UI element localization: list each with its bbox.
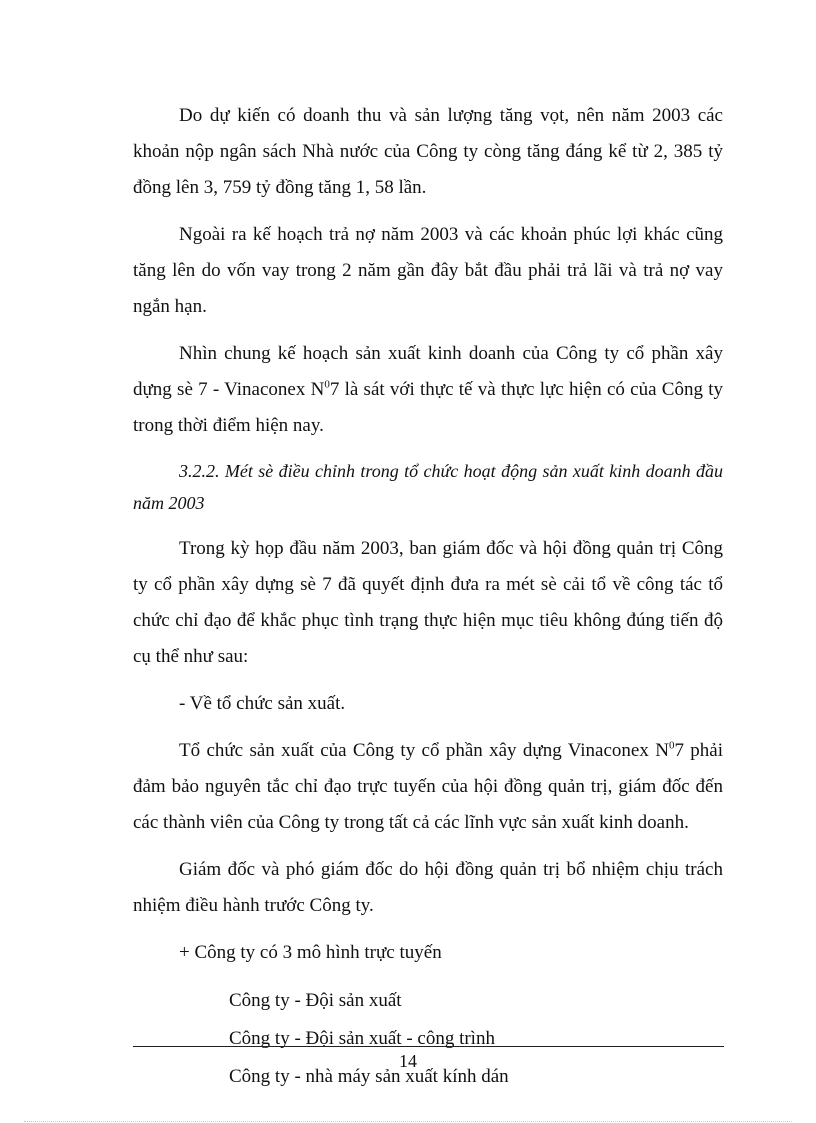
paragraph-text: 7 phải đảm bảo nguyên tắc chỉ đạo trực tuyến của hội đồng quản trị, giám đốc đến các thành viên của Công ty trong tất cả các lĩnh vực sản xuất kinh doanh. [133, 740, 723, 833]
paragraph-debt-repayment: Ngoài ra kế hoạch trả nợ năm 2003 và các khoản phúc lợi khác cũng tăng lên do vốn vay trong 2 năm gần đây bắt đầu phải trả lãi và trả nợ vay ngắn hạn. [133, 224, 723, 317]
document-body [133, 98, 723, 1096]
paragraph-directors: Giám đốc và phó giám đốc do hội đồng quản trị bổ nhiệm chịu trách nhiệm điều hành trước Công ty. [133, 859, 723, 916]
paragraph-plan-assessment [133, 336, 723, 444]
footer-divider [133, 1046, 724, 1047]
paragraph-production-org: - Về tổ chức sản xuất. [179, 693, 346, 714]
superscript: 0 [324, 378, 330, 391]
paragraph-text: Tổ chức sản xuất của Công ty cổ phần xây dựng Vinaconex N [179, 740, 669, 761]
paragraph-org-principle [133, 733, 723, 841]
page-edge-dotted-line [24, 1121, 792, 1122]
models-list [133, 982, 723, 1096]
paragraph-text: 7 là sát với thực tế và thực lực hiện có của Công ty trong thời điểm hiện nay. [133, 379, 724, 436]
page-number: 14 [399, 1051, 417, 1071]
paragraph-tax-increase: Do dự kiến có doanh thu và sản lượng tăng vọt, nên năm 2003 các khoản nộp ngân sách Nhà nước của Công ty còng tăng đáng kể từ 2, 385 tỷ đồng lên 3, 759 tỷ đồng tăng 1, 58 lần. [133, 105, 723, 198]
list-item: Công ty - nhà máy sản xuất kính dán [229, 1066, 509, 1087]
paragraph-models-intro: + Công ty có 3 mô hình trực tuyến [179, 942, 442, 963]
paragraph-text: Nhìn chung kế hoạch sản xuất kinh doanh của Công ty cổ phần xây dựng sè 7 - Vinaconex N [133, 343, 723, 400]
paragraph-meeting: Trong kỳ họp đầu năm 2003, ban giám đốc và hội đồng quản trị Công ty cổ phần xây dựng sè 7 đã quyết định đưa ra mét sè cải tổ về công tác tổ chức chỉ đạo để khắc phục tình trạng thực hiện mục tiêu không đúng tiến độ cụ thể như sau: [133, 538, 723, 667]
list-item: Công ty - Đội sản xuất [229, 990, 402, 1011]
section-heading: 3.2.2. Mét sè điều chỉnh trong tổ chức hoạt động sản xuất kinh doanh đầu năm 2003 [133, 461, 723, 513]
list-item: Công ty - Đội sản xuất - công trình [229, 1028, 495, 1049]
superscript: 0 [668, 739, 675, 752]
